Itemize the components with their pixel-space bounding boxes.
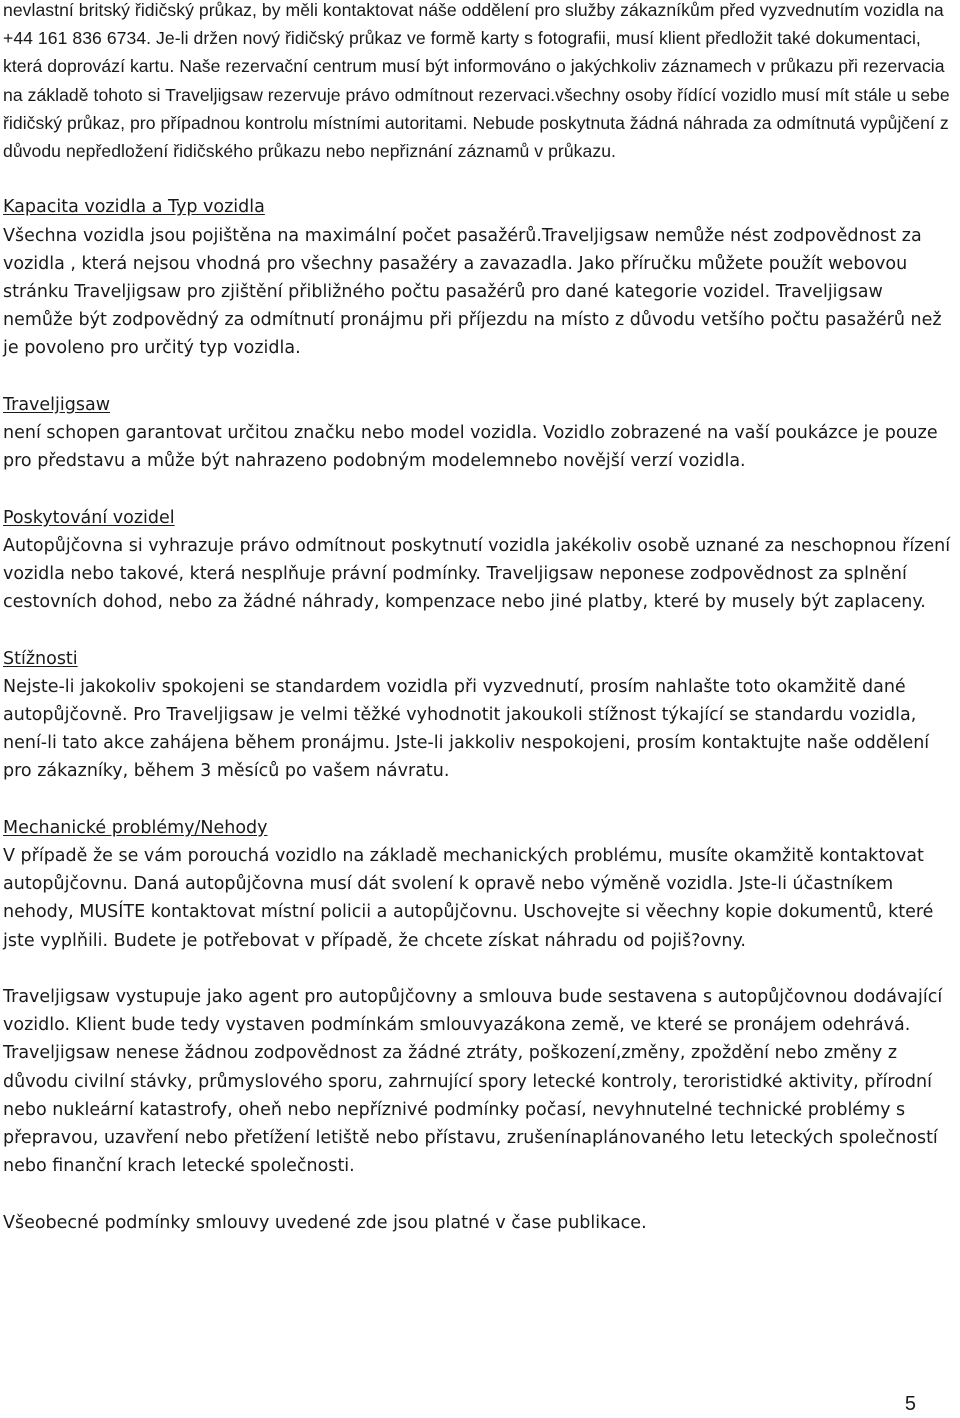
agent-paragraph: Traveljigsaw vystupuje jako agent pro autopůjčovny a smlouva bude sestavena s autopůjčovnou dodávající vozidlo. Klient bude tedy vystaven podmínkám smlouvyazákona země, ve které se pronájem odehrává. Traveljigsaw nenese žádnou zodpovědnost za žádné ztráty, poškození,změny, zpoždění nebo změny z důvodu civilní stávky, průmyslového sporu, zahrnující spory letecké kontroly, teroristidké aktivity, přírodní nebo nukleární katastrofy, oheň nebo nepříznivé podmínky počasí, nevyhnutelné technické problémy s přepravou, uzavření nebo přetížení letiště nebo přístavu, zrušenínaplánovaného letu leteckých společností nebo finanční krach letecké společnosti. — [3, 987, 943, 1177]
page-number: 5 — [904, 1393, 916, 1415]
intro-paragraph: nevlastní britský řidičský průkaz, by měli kontaktovat náše oddělení pro služby zákazníkům před vyzvednutím vozidla na +44 161 836 6734. Je-li držen nový řidičský průkaz ve formě karty s fotografii, musí klient předložit také dokumentaci, která doprovází kartu. Naše rezervační centrum musí být informováno o jakýchkoliv záznamech v průkazu při rezervacia na základě tohoto si Traveljigsaw rezervuje právo odmítnout rezervaci.všechny osoby řídící vozidlo musí mít stále u sebe řidičský průkaz, pro případnou kontrolu místními autoritami. Nebude poskytnuta žádná náhrada za odmítnutá vypůjčení z důvodu nepředložení řidičského průkazu nebo nepřiznání záznamů v průkazu. — [3, 0, 950, 162]
complaints-heading: Stížnosti — [3, 648, 78, 669]
closing-paragraph: Všeobecné podmínky smlouvy uvedené zde jsou platné v čase publikace. — [3, 1212, 647, 1233]
provision-paragraph: Autopůjčovna si vyhrazuje právo odmítnout poskytnutí vozidla jakékoliv osobě uznané za neschopnou řízení vozidla nebo takové, která nesplňuje právní podmínky. Traveljigsaw neponese zodpovědnost za splnění cestovních dohod, nebo za žádné náhrady, kompenzace nebo jiné platby, které by musely být zaplaceny. — [3, 535, 951, 613]
mechanical-paragraph: V případě že se vám porouchá vozidlo na základě mechanických problému, musíte okamžitě kontaktovat autopůjčovnu. Daná autopůjčovna musí dát svolení k opravě nebo výměně vozidla. Jste-li účastníkem nehody, MUSÍTE kontaktovat místní policii a autopůjčovnu. Uschovejte si věechny kopie dokumentů, které jste vyplňili. Budete je potřebovat v případě, že chcete získat náhradu od pojiš?ovny. — [3, 846, 934, 951]
capacity-paragraph: Všechna vozidla jsou pojištěna na maximální počet pasažérů.Traveljigsaw nemůže nést zodpovědnost za vozidla , která nejsou vhodná pro všechny pasažéry a zavazadla. Jako příručku můžete použít webovou stránku Traveljigsaw pro zjištění přibližného počtu pasažérů pro dané kategorie vozidel. Traveljigsaw nemůže být zodpovědný za odmítnutí pronájmu při příjezdu na místo z důvodu vetšího počtu pasažérů než je povoleno pro určitý typ vozidla. — [3, 225, 942, 359]
provision-heading: Poskytování vozidel — [3, 507, 175, 528]
document-page — [3, 0, 955, 1237]
capacity-heading: Kapacita vozidla a Typ vozidla — [3, 197, 265, 218]
mechanical-heading: Mechanické problémy/Nehody — [3, 817, 268, 838]
traveljigsaw-paragraph: není schopen garantovat určitou značku nebo model vozidla. Vozidlo zobrazené na vaší poukázce je pouze pro představu a může být nahrazeno podobným modelemnebo novější verzí vozidla. — [3, 423, 938, 472]
complaints-paragraph: Nejste-li jakokoliv spokojeni se standardem vozidla při vyzvednutí, prosím nahlašte toto okamžitě dané autopůjčovně. Pro Traveljigsaw je velmi těžké vyhodnotit jakoukoli stížnost týkající se standardu vozidla, není-li tato akce zahájena během pronájmu. Jste-li jakkoliv nespokojeni, prosím kontaktujte naše oddělení pro zákazníky, během 3 měsíců po vašem návratu. — [3, 676, 930, 782]
traveljigsaw-heading: Traveljigsaw — [3, 394, 111, 415]
